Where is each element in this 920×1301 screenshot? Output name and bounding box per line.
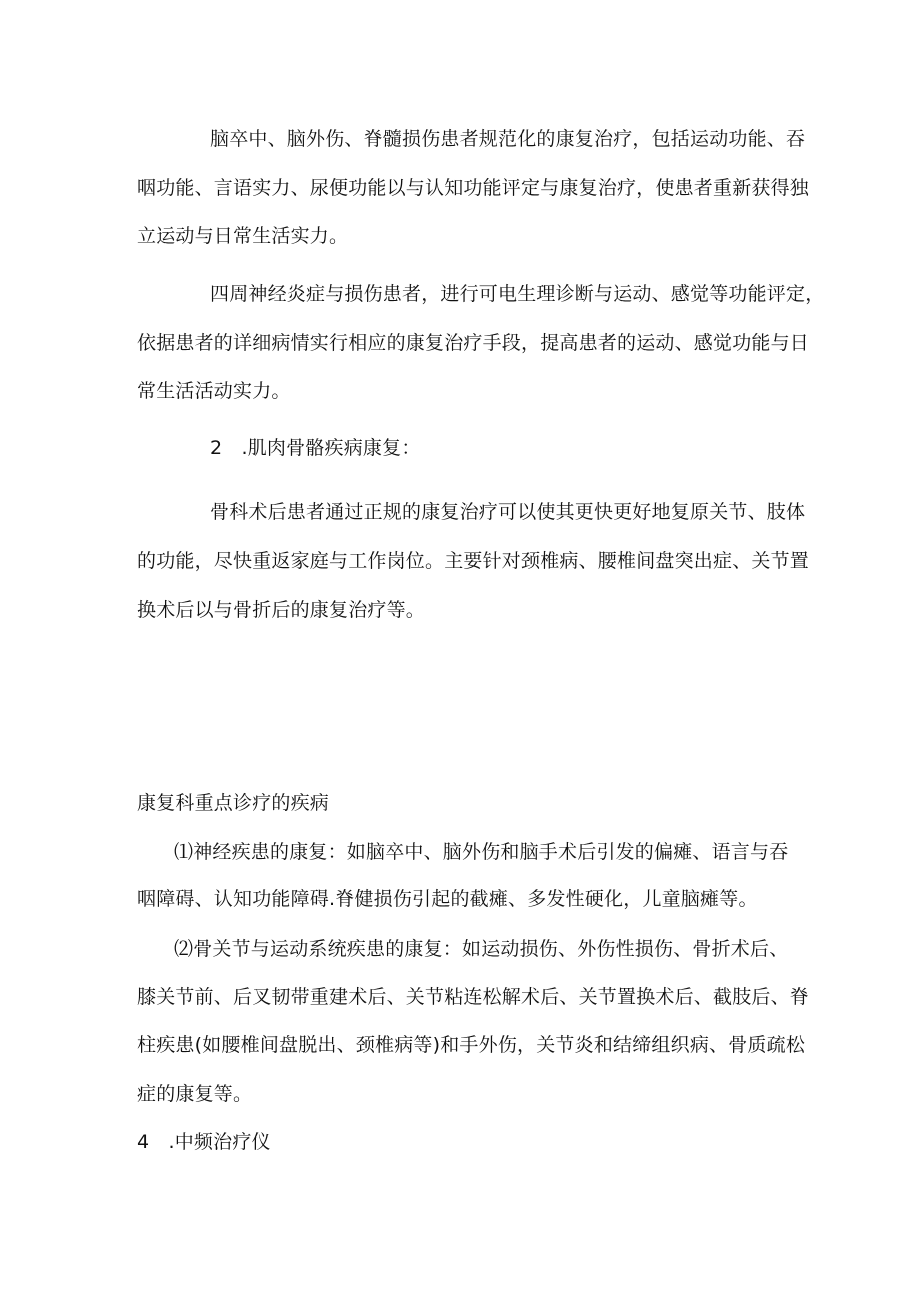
para2-line2: 依据患者的详细病情实行相应的康复治疗手段，提高患者的运动、感觉功能与日	[137, 332, 810, 354]
para2-line1: 四周神经炎症与损伤患者，进行可电生理诊断与运动、感觉等功能评定，	[210, 283, 825, 305]
item1-line2: 咽障碍、认知功能障碍.脊健损伤引起的截瘫、多发性硬化，儿童脑瘫等。	[137, 888, 758, 910]
para3-line2: 的功能，尽快重返家庭与工作岗位。主要针对颈椎病、腰椎间盘突出症、关节置	[137, 550, 810, 572]
heading-4-mid-frequency-device: 4 .中频治疗仪	[137, 1131, 271, 1153]
para1-line3: 立运动与日常生活实力。	[137, 225, 349, 247]
item2-line1: ⑵骨关节与运动系统疾患的康复：如运动损伤、外伤性损伤、骨折术后、	[174, 938, 789, 960]
para2-line3: 常生活活动实力。	[137, 380, 291, 402]
para3-line3: 换术后以与骨折后的康复治疗等。	[137, 599, 426, 621]
para3-line1: 骨科术后患者通过正规的康复治疗可以使其更快更好地复原关节、肢体	[210, 501, 806, 523]
section-title: 康复科重点诊疗的疾病	[137, 792, 330, 814]
item2-line3: 柱疾患(如腰椎间盘脱出、颈椎病等)和手外伤，关节炎和结缔组织病、骨质疏松	[137, 1034, 806, 1056]
item2-line2: 膝关节前、后叉韧带重建术后、关节粘连松解术后、关节置换术后、截肢后、脊	[137, 986, 810, 1008]
para1-line2: 咽功能、言语实力、尿便功能以与认知功能评定与康复治疗，使患者重新获得独	[137, 177, 810, 199]
para1-line1: 脑卒中、脑外伤、脊髓损伤患者规范化的康复治疗，包括运动功能、吞	[210, 128, 806, 150]
item1-line1: ⑴神经疾患的康复：如脑卒中、脑外伤和脑手术后引发的偏瘫、语言与吞	[174, 841, 789, 863]
heading-2-musculoskeletal: 2 .肌肉骨骼疾病康复：	[210, 437, 421, 459]
item2-line4: 症的康复等。	[137, 1083, 253, 1105]
